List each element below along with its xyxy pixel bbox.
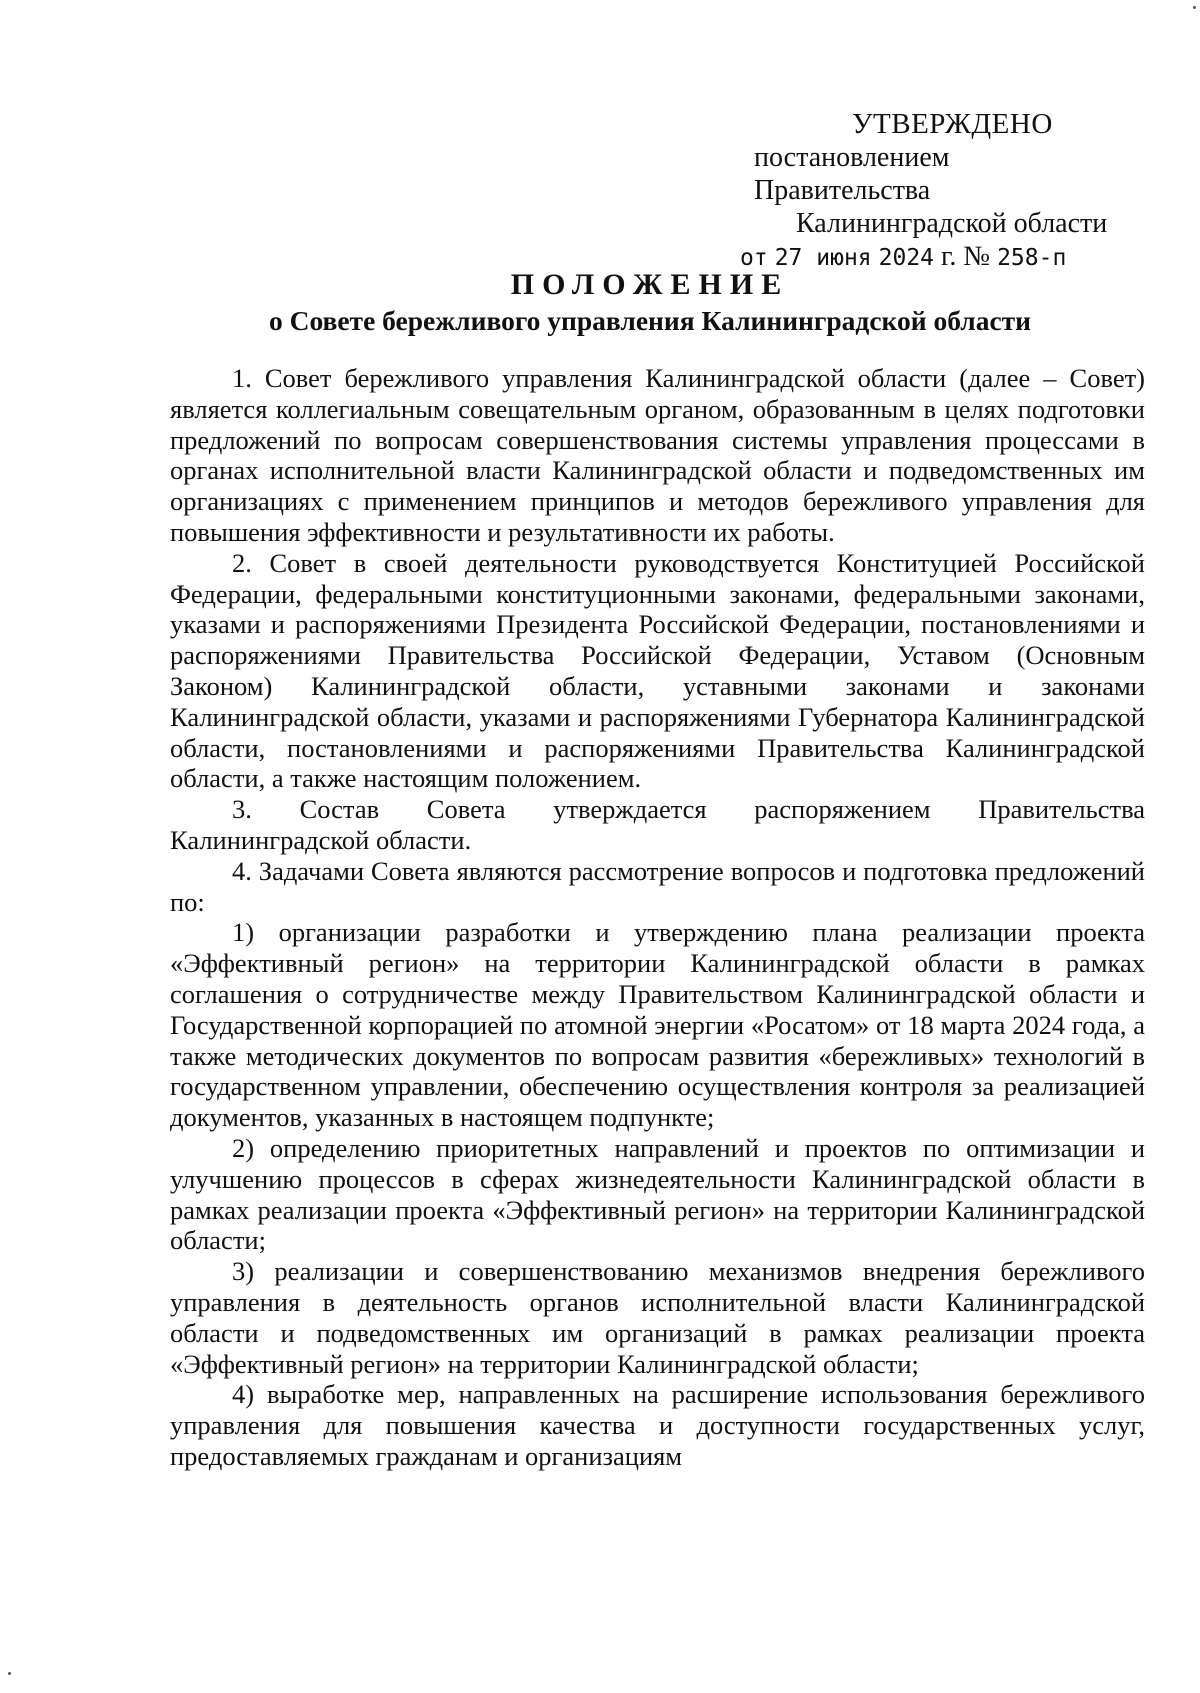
date-day-month: 27 июня (774, 245, 872, 271)
document-body (170, 363, 1145, 1472)
approval-region-line: Калининградской области (796, 208, 1108, 239)
scan-speck (1193, 6, 1196, 9)
subparagraph-4-4: 4) выработке мер, направленных на расширение использования бережливого управления для повышения качества и доступности государственных услуг, предоставляемых гражданам и организациям (170, 1379, 1145, 1471)
resolution-number: 258-п (997, 245, 1067, 271)
subparagraph-4-3: 3) реализации и совершенствованию механизмов внедрения бережливого управления в деятельность органов исполнительной власти Калининградской области и подведомственных им организаций в рамках реализации проекта «Эффективный регион» на территории Калининградской области; (170, 1256, 1145, 1379)
subparagraph-4-1: 1) организации разработки и утверждению плана реализации проекта «Эффективный регион» на территории Калининградской области в рамках соглашения о сотрудничестве между Правительством Калининградской области и Государственной корпорацией по атомной энергии «Росатом» от 18 марта 2024 года, а также методических документов по вопросам развития «бережливых» технологий в государственном управлении, обеспечению осуществления контроля за реализацией документов, указанных в настоящем подпункте; (170, 917, 1145, 1133)
date-prefix: от (740, 245, 768, 271)
scan-speck (8, 1672, 11, 1675)
paragraph-4: 4. Задачами Совета являются рассмотрение вопросов и подготовка предложений по: (170, 855, 1145, 917)
date-year: 2024 (878, 245, 935, 271)
approval-resolution-line: постановлением Правительства (754, 142, 950, 206)
paragraph-2: 2. Совет в своей деятельности руководствуется Конституцией Российской Федерации, федеральными конституционными законами, федеральными законами, указами и распоряжениями Президента Российской Федерации, постановлениями и распоряжениями Правительства Российской Федерации, Уставом (Основным Законом) Калининградской области, уставными законами и законами Калининградской области, указами и распоряжениями Губернатора Калининградской области, постановлениями и распоряжениями Правительства Калининградской области, а также настоящим положением. (170, 547, 1145, 794)
subparagraph-4-2: 2) определению приоритетных направлений и проектов по оптимизации и улучшению процессов в сферах жизнедеятельности Калининградской области в рамках реализации проекта «Эффективный регион» на территории Калининградской области; (170, 1132, 1145, 1256)
paragraph-3: 3. Состав Совета утверждается распоряжением Правительства Калининградской области. (170, 794, 1145, 855)
date-g-number-sign: г. № (941, 241, 991, 272)
document-subtitle: о Совете бережливого управления Калининградской области (268, 305, 1032, 336)
approved-label: УТВЕРЖДЕНО (852, 108, 1053, 140)
paragraph-1: 1. Совет бережливого управления Калининградской области (далее – Совет) является коллегиальным совещательным органом, образованным в целях подготовки предложений по вопросам совершенствования системы управления процессами в органах исполнительной власти Калининградской области и подведомственных им организациях с применением принципов и методов бережливого управления для повышения эффективности и результативности их работы. (170, 363, 1145, 547)
document-title: ПОЛОЖЕНИЕ (510, 268, 790, 301)
approval-stamp-block (730, 108, 1130, 275)
